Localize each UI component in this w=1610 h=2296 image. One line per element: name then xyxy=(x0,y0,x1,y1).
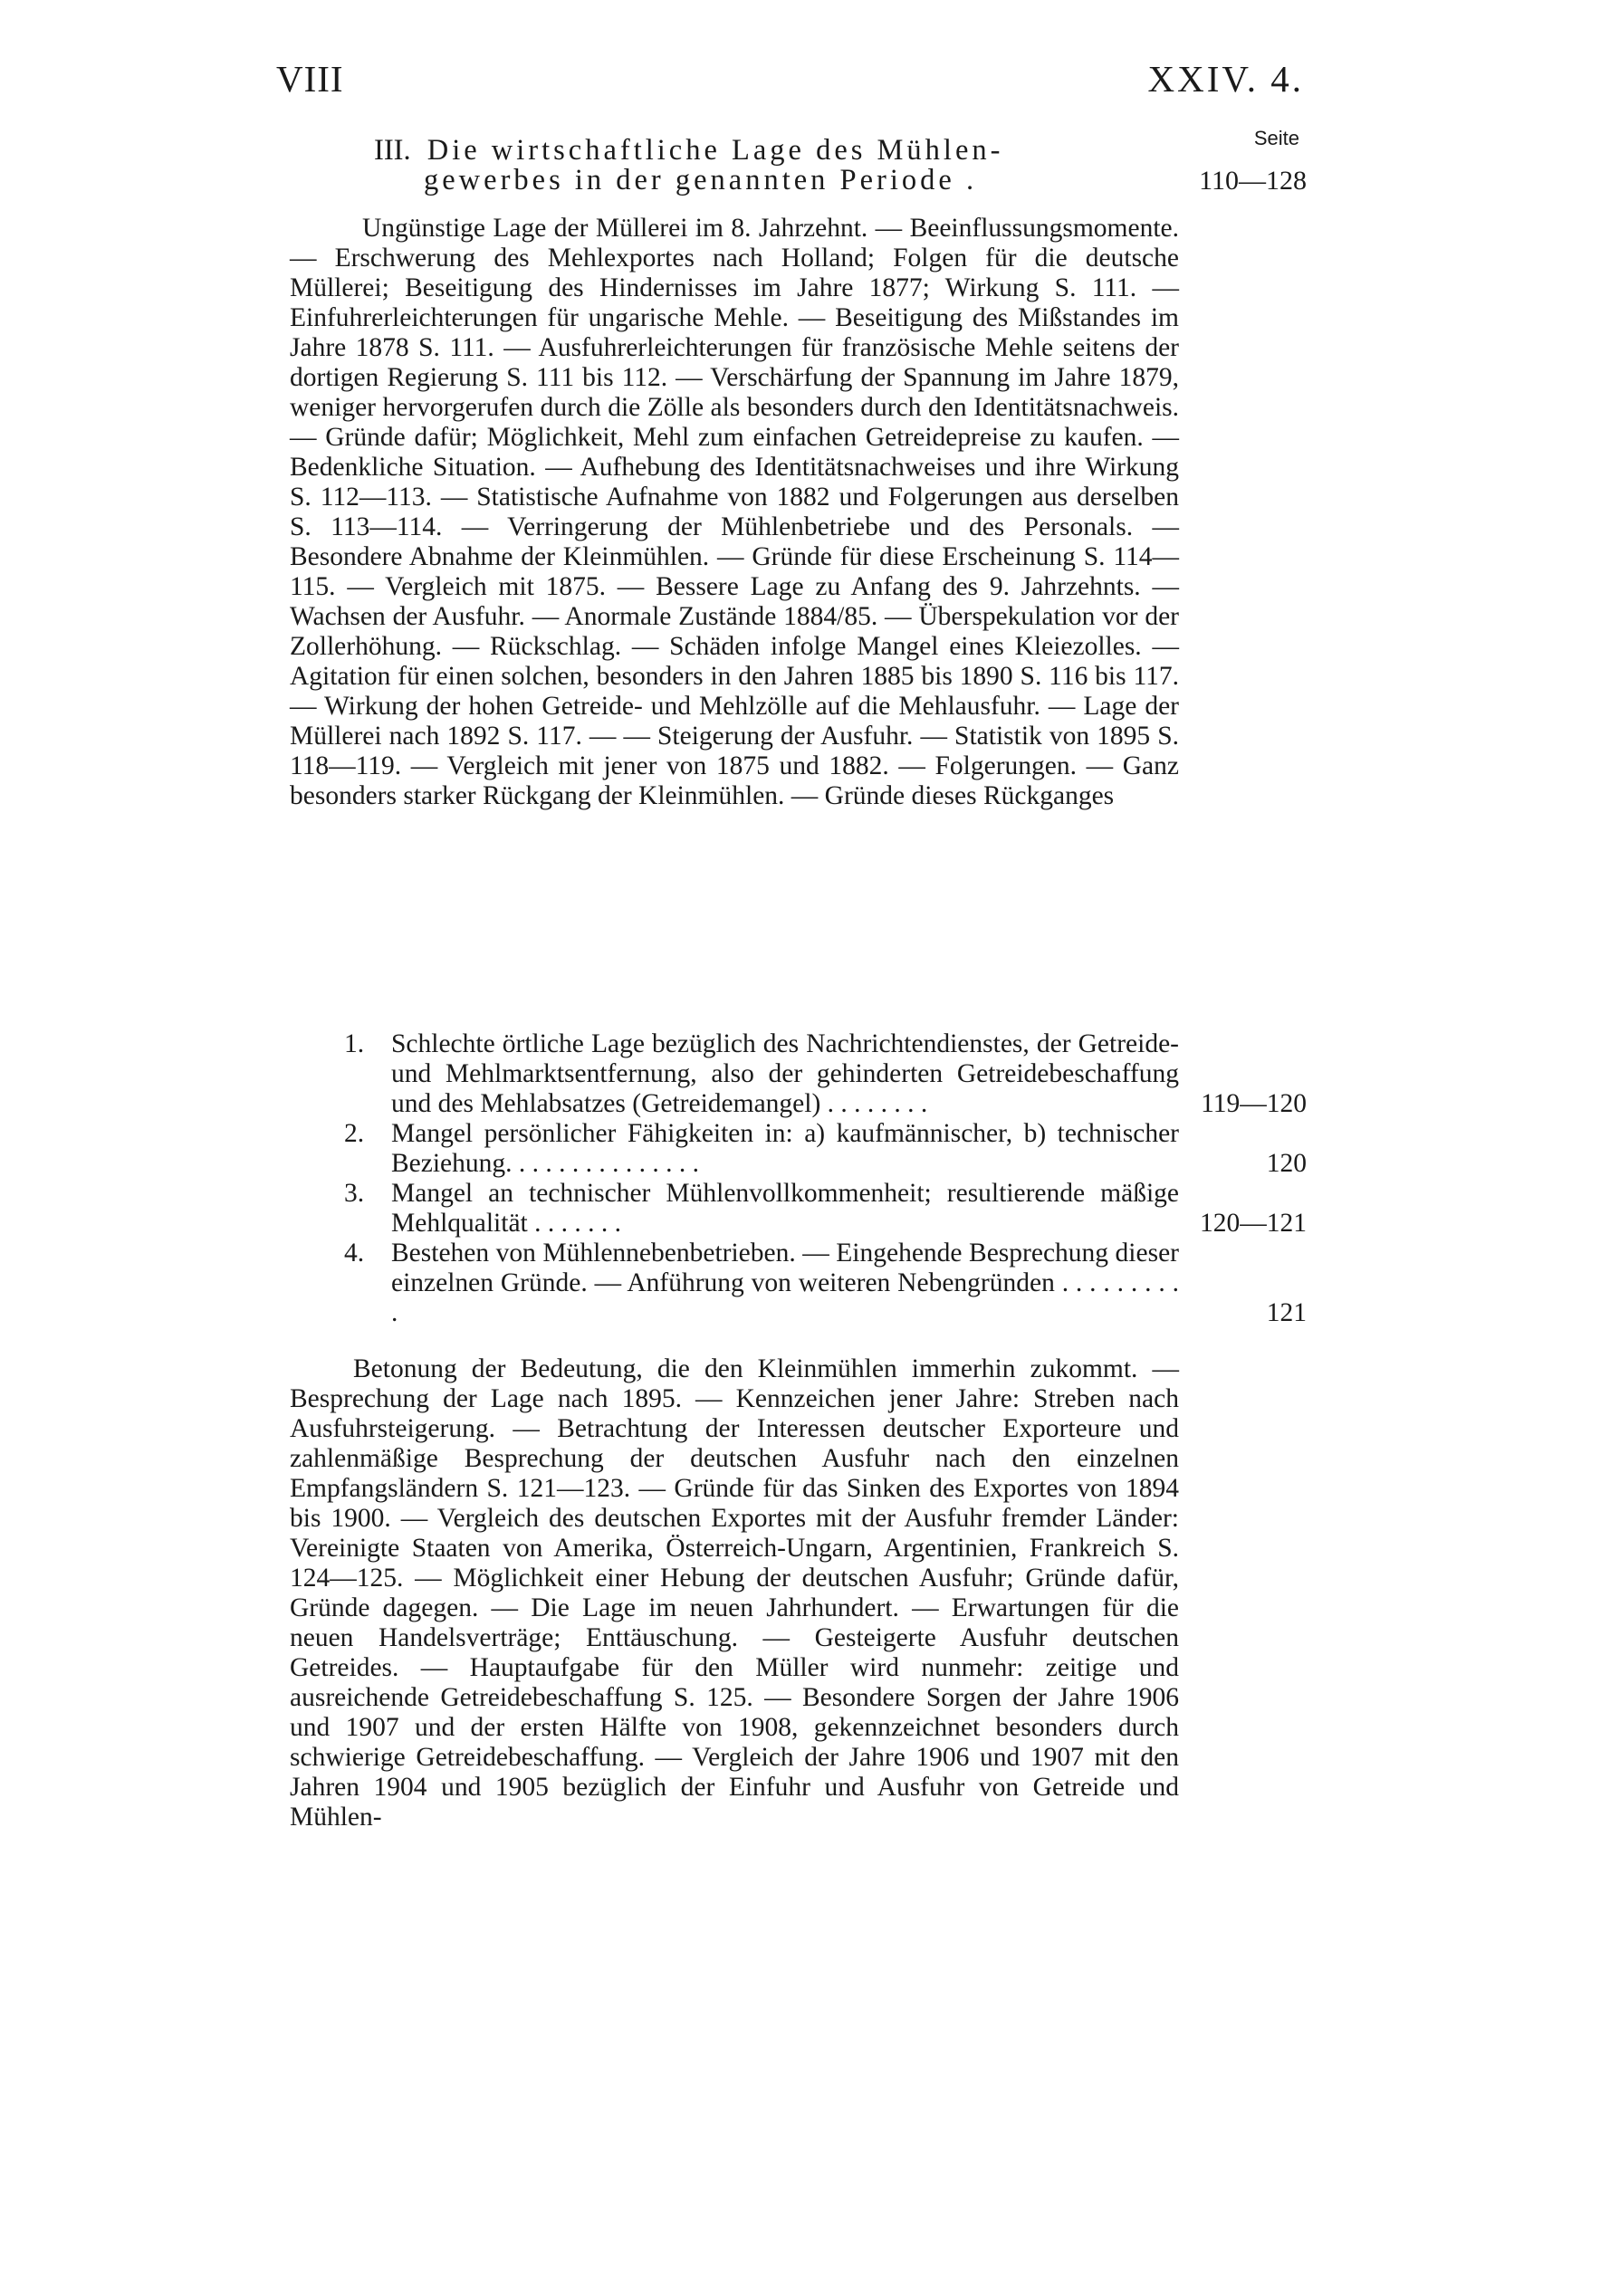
list-item-pages: 121 xyxy=(1266,1298,1307,1327)
reasons-list xyxy=(290,1029,1307,1328)
summary-paragraph-2: Betonung der Bedeutung, die den Kleinmühlen immerhin zukommt. — Besprechung der Lage nach 1895. — Kennzeichen jener Jahre: Streben nach Ausfuhrsteigerung. — Betrachtung der Interessen deutscher Exporteure und zahlenmäßige Besprechung der deutschen Ausfuhr nach den einzelnen Empfangsländern S. 121—123. — Gründe für das Sinken des Exportes von 1894 bis 1900. — Vergleich des deutschen Exportes mit der Ausfuhr fremder Länder: Vereinigte Staaten von Amerika, Österreich-Ungarn, Argentinien, Frankreich S. 124—125. — Möglichkeit einer Hebung der deutschen Ausfuhr; Gründe dafür, Gründe dagegen. — Die Lage im neuen Jahrhundert. — Erwartungen für die neuen Handelsverträge; Enttäuschung. — Gesteigerte Ausfuhr deutschen Getreides. — Hauptaufgabe für den Müller wird nunmehr: zeitige und ausreichende Getreidebeschaffung S. 125. — Besondere Sorgen der Jahre 1906 und 1907 und der ersten Hälfte von 1908, gekennzeichnet besonders durch schwierige Getreidebeschaffung. — Vergleich der Jahre 1906 und 1907 mit den Jahren 1904 und 1905 bezüglich der Einfuhr und Ausfuhr von Getreide und Mühlen- xyxy=(290,1354,1179,1832)
page-number: VIII xyxy=(276,58,344,100)
section-heading xyxy=(374,136,1189,196)
section-number: III. xyxy=(374,134,411,167)
section-title-line-1: Die wirtschaftliche Lage des Mühlen- xyxy=(426,134,1004,167)
section-page-range: 110—128 xyxy=(1199,166,1307,196)
list-item-number: 4. xyxy=(344,1239,365,1268)
list-item xyxy=(290,1179,1307,1239)
list-item-text: Mangel persönlicher Fähigkeiten in: a) kaufmännischer, b) technischer Beziehung. . . . . . . . . . . . . . . xyxy=(391,1119,1179,1178)
list-item xyxy=(290,1029,1307,1119)
list-item-number: 2. xyxy=(344,1119,365,1148)
page-column-label: Seite xyxy=(1253,127,1299,149)
list-item-number: 3. xyxy=(344,1179,365,1208)
list-item xyxy=(290,1239,1307,1328)
list-item xyxy=(290,1119,1307,1179)
list-item-pages: 120 xyxy=(1266,1149,1307,1178)
volume-number: XXIV. 4. xyxy=(1147,58,1304,100)
list-item-number: 1. xyxy=(344,1029,365,1058)
list-item-pages: 120—121 xyxy=(1200,1209,1307,1238)
list-item-text: Bestehen von Mühlennebenbetrieben. — Eingehende Besprechung dieser einzelnen Gründe. — Anführung von weiteren Nebengründen . . . . . . . . . . xyxy=(391,1239,1179,1327)
list-item-pages: 119—120 xyxy=(1201,1089,1307,1118)
list-item-text: Mangel an technischer Mühlenvollkommenheit; resultierende mäßige Mehlqualität . . . . . . . xyxy=(391,1179,1179,1238)
summary-paragraph-1: Ungünstige Lage der Müllerei im 8. Jahrzehnt. — Beeinflussungsmomente. — Erschwerung des Mehlexportes nach Holland; Folgen für die deutsche Müllerei; Beseitigung des Hindernisses im Jahre 1877; Wirkung S. 111. — Einfuhrerleichterungen für ungarische Mehle. — Beseitigung des Mißstandes im Jahre 1878 S. 111. — Ausfuhrerleichterungen für französische Mehle seitens der dortigen Regierung S. 111 bis 112. — Verschärfung der Spannung im Jahre 1879, weniger hervorgerufen durch die Zölle als besonders durch den Identitätsnachweis. — Gründe dafür; Möglichkeit, Mehl zum einfachen Getreidepreise zu kaufen. — Bedenkliche Situation. — Aufhebung des Identitätsnachweises und ihre Wirkung S. 112—113. — Statistische Aufnahme von 1882 und Folgerungen aus derselben S. 113—114. — Verringerung der Mühlenbetriebe und des Personals. — Besondere Abnahme der Kleinmühlen. — Gründe für diese Erscheinung S. 114—115. — Vergleich mit 1875. — Bessere Lage zu Anfang des 9. Jahrzehnts. — Wachsen der Ausfuhr. — Anormale Zustände 1884/85. — Überspekulation vor der Zollerhöhung. — Rückschlag. — Schäden infolge Mangel eines Kleiezolles. — Agitation für einen solchen, besonders in den Jahren 1885 bis 1890 S. 116 bis 117. — Wirkung der hohen Getreide- und Mehlzölle auf die Mehlausfuhr. — Lage der Müllerei nach 1892 S. 117. — — Steigerung der Ausfuhr. — Statistik von 1895 S. 118—119. — Vergleich mit jener von 1875 und 1882. — Folgerungen. — Ganz besonders starker Rückgang der Kleinmühlen. — Gründe dieses Rückganges xyxy=(290,214,1179,810)
list-item-text: Schlechte örtliche Lage bezüglich des Nachrichtendienstes, der Getreide- und Mehlmarktsentfernung, also der gehinderten Getreidebeschaffung und des Mehlabsatzes (Getreidemangel) . . . . . . . . xyxy=(391,1029,1179,1118)
running-header xyxy=(276,56,1304,101)
section-title-line-2: gewerbes in der genannten Periode . xyxy=(424,164,978,196)
